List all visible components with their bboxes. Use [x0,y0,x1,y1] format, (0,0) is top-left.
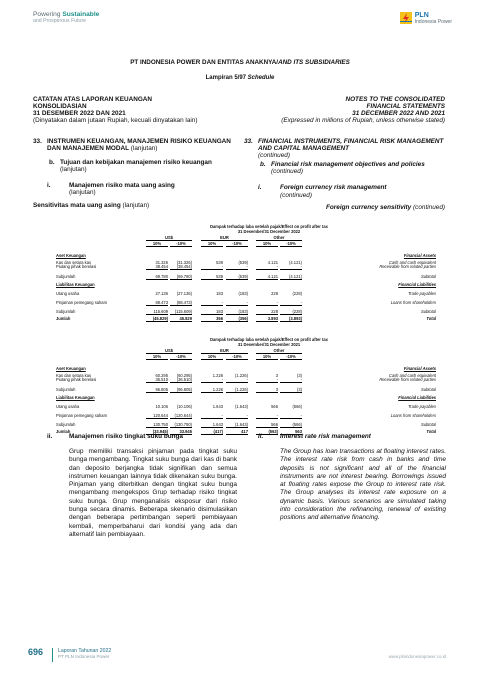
section-33-en [244,138,445,211]
interest-body-id: Grup memiliki transaksi pinjaman pada tingkat suku bunga mengambang. Tingkat suku bunga dari kas di bank dan deposito berjangka tidak signifikan dan semua instrumen keuangan lainnya tidak dikenakan suku bunga. Pinjaman yang diterbitkan dengan tingkat suku bunga mengambang mengekspos Grup terhadap risiko tingkat suku bunga. Grup menganalisis eksposur dari risiko bunga secara dinamis. Beberapa skenario disimulasikan dengan beberapa pertimbangan seperti pembiayaan kembali, memperbaharui dari kondisi yang ada dan alternatif lain pembiayaan. [69,448,237,538]
row-label-en: Subtotal [420,309,436,314]
tagline-prefix: Powering [33,11,63,18]
row-label-en: Cash and cash equivalent [388,373,436,378]
table-caption: Dampak terhadap laba setelah pajak/Effect on profit after tax [210,224,328,229]
company-title-id: PT INDONESIA POWER DAN ENTITAS ANAKNYA/ [130,59,279,66]
interest-title-en: Interest rate risk management [280,433,371,440]
brand-tagline [33,11,99,26]
cell-value: (120.644) [170,413,192,419]
cell-value: (356) [226,316,248,322]
cell-value: (539) [226,274,248,280]
sensitivity-table-2022 [56,225,436,335]
notes-heading-en-l2: FINANCIAL STATEMENTS [366,103,445,111]
notes-heading-id-l3: 31 DESEMBER 2022 DAN 2021 [33,110,126,118]
cell-value: 115.609 [146,309,168,315]
cell-value: 1.226 [201,387,223,393]
cell-value: 88.473 [146,300,168,306]
table-row [56,282,436,287]
notes-heading-id [33,96,238,124]
interest-number-en: ii. [258,433,264,440]
footer-url: www.plnindonesiapower.co.id [388,654,446,659]
row-label: Aset Keuangan [56,253,86,258]
schedule-en: Schedule [247,75,275,81]
currency-group-header: EUR [201,348,248,354]
row-label-en: Total [426,316,436,321]
cell-value: (417) [201,429,223,435]
section-title-en: FINANCIAL INSTRUMENTS, FINANCIAL RISK MANAGEMENT AND CAPITAL MANAGEMENT [258,138,444,153]
cell-value: 183 [201,309,223,315]
cell-value: 69.780 [146,274,168,280]
cell-value: 33.945 [170,429,192,435]
cell-value: - [226,413,248,419]
cell-value: 228 [256,309,278,315]
table-row [56,274,436,279]
cell-value: (45.829) [146,316,168,322]
cell-value: (88.473) [170,300,192,306]
currency-group-header: US$ [146,235,192,241]
cell-value: (563) [256,429,278,435]
table-caption-date: 31 Desember/31 December 2021 [237,341,301,347]
notes-heading-id-l2: KONSOLIDASIAN [33,103,87,111]
table-row [56,395,436,400]
subsection-i-number: i. [47,182,51,190]
row-label: Jumlah [56,429,71,434]
row-label-en: Loans from shareholders [390,413,436,418]
cell-value: 120.644 [146,413,168,419]
cell-value: (38.454) [170,264,192,270]
row-label: Aset Keuangan [56,366,86,371]
section-number-en: 33. [244,138,253,145]
cell-value: 563 [280,429,302,435]
row-label: Piutang pihak berelasi [56,264,97,270]
table-row [56,260,436,270]
table-row [56,366,436,371]
table-row [56,413,436,418]
notes-heading-en-l3: 31 DECEMBER 2022 AND 2021 [352,110,445,118]
subsection-i-title: Manajemen risiko mata uang asing [69,182,175,190]
percent-header: -10% [226,241,248,247]
footer-report [58,648,111,660]
row-label-en: Subtotal [420,274,436,279]
cell-value: - [280,377,302,383]
cell-value: - [201,300,223,306]
cell-value: (4.121) [280,274,302,280]
currency-group-header: EUR [201,235,248,241]
subsection-b-cont: (lanjutan) [60,166,87,174]
currency-group-header: US$ [146,348,192,354]
cell-value: - [280,300,302,306]
cell-value: (183) [238,291,248,296]
cell-value: 1.643 [201,422,223,428]
cell-value: 183 [216,291,223,296]
percent-header: 10% [256,354,278,360]
row-label: Subjumlah [56,309,76,314]
cell-value: - [280,413,302,419]
cell-value: (115.609) [170,309,192,315]
row-label-en: Total [426,429,436,434]
section-cont-en: (continued) [258,152,290,160]
subsection-b-title: Tujuan dan kebijakan manajemen risiko keuangan [60,159,212,167]
row-label: Liabilitas Keuangan [56,395,95,400]
tagline-bold: Sustainable [62,11,100,18]
cell-value: 60.295 [155,373,168,378]
row-label-en: Receivable from related parties [379,264,436,270]
sensitivity-cont-en: (continued) [411,203,445,211]
row-label: Liabilitas Keuangan [56,282,95,287]
sensitivity-cont: (lanjutan) [120,201,150,209]
percent-header: -10% [226,354,248,360]
notes-heading-id-l1: CATATAN ATAS LAPORAN KEUANGAN [33,96,153,103]
percent-header: 10% [146,354,168,360]
cell-value: 3 [256,387,278,393]
cell-value: 1.643 [212,404,223,409]
cell-value: 38.454 [146,264,168,270]
cell-value: (1.643) [226,422,248,428]
logo-text: PLN [414,11,429,19]
cell-value: - [256,300,278,306]
cell-value: 31.326 [155,260,168,265]
subsection-i-cont-en: (continued) [280,191,312,199]
company-logo [399,11,452,25]
subsection-b-title-en: Financial risk management objectives and policies [271,161,425,169]
percent-header: 10% [146,241,168,247]
cell-value: 228 [271,291,278,296]
subsection-b-number-en: b. [260,161,266,169]
cell-value: (31.326) [176,260,192,265]
pln-logo-icon [399,11,413,25]
cell-value: (566) [292,404,302,409]
cell-value: (33.945) [146,429,168,435]
table-caption-date: 31 Desember/31 December 2022 [237,228,301,234]
cell-value: - [256,377,278,383]
footer-company: PT PLN Indonesia Power [58,654,110,659]
subsection-i-title-en: Foreign currency risk management [280,184,387,192]
subsection-i-number-en: i. [258,184,262,192]
percent-header: 10% [256,241,278,247]
cell-value: 1.226 [212,373,223,378]
cell-value: - [201,413,223,419]
cell-value: 539 [201,274,223,280]
interest-body-en: The Group has loan transactions at floating interest rates. The interest rate risk from cash in banks and time deposits is not significant and all of the financial instruments are not interest bearing. Borrowings issued at floating rates expose the Group to interest rate risk. The Group analyses its interest rate exposure on a dynamic basis. Various scenarios are simulated taking into consideration the refinancing, renewal of existing positions and alternative financing. [280,448,446,522]
row-label-en: Financial Assets [403,253,436,258]
table-row [56,291,436,296]
notes-heading-en [244,96,445,124]
footer-report-title: Laporan Tahunan 2022 [58,648,112,654]
cell-value: - [226,264,248,270]
cell-value: 4.121 [267,260,278,265]
subsection-b-cont-en: (continued) [271,168,303,176]
cell-value: - [280,264,302,270]
row-label: Pinjaman pemegang saham [56,300,107,305]
cell-value: 36.510 [146,377,168,383]
cell-value: - [256,264,278,270]
table-row [56,316,436,321]
percent-header: -10% [280,354,302,360]
company-title [0,59,480,66]
row-label-en: Financial Liabilities [398,282,436,287]
row-label: Subjumlah [56,274,76,279]
cell-value: 356 [201,316,223,322]
table-row [56,373,436,383]
cell-value: (130.750) [170,422,192,428]
page-number: 696 [28,647,44,657]
cell-value: (228) [280,309,302,315]
cell-value: (4.121) [289,260,302,265]
cell-value: (3) [280,387,302,393]
percent-header: -10% [280,241,302,247]
interest-rate-id [33,433,238,440]
footer-divider [52,648,53,662]
cell-value: 45.829 [170,316,192,322]
cell-value: (36.510) [170,377,192,383]
row-label-en: Subtotal [420,422,436,427]
cell-value: (1.643) [235,404,248,409]
cell-value: (60.295) [176,373,192,378]
interest-rate-en [244,433,445,440]
schedule-title [0,75,480,81]
cell-value: - [226,377,248,383]
cell-value: 130.750 [146,422,168,428]
schedule-id: Lampiran 5/97 [205,75,248,81]
cell-value: - [201,377,223,383]
cell-value: (1.226) [235,373,248,378]
table-row [56,253,436,258]
row-label: Utang usaha [56,404,80,409]
cell-value: - [201,264,223,270]
cell-value: - [226,300,248,306]
subsection-b-number: b. [49,159,55,167]
cell-value: - [256,413,278,419]
cell-value: 4.121 [256,274,278,280]
cell-value: (1.226) [226,387,248,393]
percent-header: 10% [201,241,223,247]
sensitivity-table-2021 [56,338,436,448]
company-title-en: AND ITS SUBSIDIARIES [278,59,350,66]
section-title: INSTRUMEN KEUANGAN, MANAJEMEN RISIKO KEUANGAN DAN MANAJEMEN MODAL [47,138,231,153]
cell-value: (96.805) [170,387,192,393]
notes-heading-id-l4: (Dinyatakan dalam jutaan Rupiah, kecuali dinyatakan lain) [33,117,198,125]
section-cont: (lanjutan) [129,145,158,153]
row-label: Pinjaman pemegang saham [56,413,107,418]
row-label-en: Loans from shareholders [390,300,436,305]
table-caption: Dampak terhadap laba setelah pajak/Effect on profit after tax [210,337,328,342]
percent-header: -10% [170,354,192,360]
cell-value: 566 [256,422,278,428]
table-row [56,387,436,392]
row-label: Subjumlah [56,387,76,392]
sensitivity-title-en: Foreign currency sensitivity [326,203,412,211]
row-label-en: Financial Assets [403,366,436,371]
notes-heading-en-l4: (Expressed in millions of Rupiah, unless otherwise stated) [281,117,445,125]
section-33-id [33,138,238,209]
table-row [56,300,436,305]
cell-value: 96.805 [146,387,168,393]
cell-value: (539) [238,260,248,265]
row-label: Utang usaha [56,291,80,296]
cell-value: (3.893) [280,316,302,322]
cell-value: 417 [226,429,248,435]
percent-header: -10% [170,241,192,247]
interest-title: Manajemen risiko tingkat suku bunga [69,433,183,440]
cell-value: (183) [226,309,248,315]
subsection-i-cont: (lanjutan) [69,189,96,197]
section-number: 33. [33,138,42,145]
row-label: Kas dan setara kas [56,260,92,265]
interest-number: ii. [47,433,53,440]
table-row [56,422,436,427]
cell-value: (27.136) [176,291,192,296]
cell-value: 27.136 [155,291,168,296]
percent-header: 10% [201,354,223,360]
notes-heading-en-l1: NOTES TO THE CONSOLIDATED [345,96,445,103]
table-row [56,309,436,314]
tagline-line2: and Prosperous Future [33,18,87,25]
cell-value: 539 [216,260,223,265]
table-row [56,404,436,409]
row-label-en: Trade payables [408,404,436,409]
row-label-en: Trade payables [408,291,436,296]
cell-value: (228) [292,291,302,296]
sensitivity-title: Sensitivitas mata uang asing [33,201,121,209]
cell-value: (3) [296,373,302,378]
cell-value: 3.893 [256,316,278,322]
cell-value: 566 [271,404,278,409]
cell-value: (566) [280,422,302,428]
cell-value: 10.106 [155,404,168,409]
page-footer [0,646,480,666]
row-label: Jumlah [56,316,71,321]
currency-group-header: Other [256,348,302,354]
cell-value: 3 [275,373,278,378]
row-label-en: Receivable from related parties [379,377,436,383]
row-label: Kas dan setara kas [56,373,92,378]
row-label-en: Financial Liabilities [398,395,436,400]
cell-value: (69.780) [170,274,192,280]
row-label: Piutang pihak berelasi [56,377,97,383]
row-label-en: Cash and cash equivalent [388,260,436,265]
logo-subtext: Indonesia Power [414,18,452,25]
cell-value: (10.106) [176,404,192,409]
currency-group-header: Other [256,235,302,241]
row-label-en: Subtotal [420,387,436,392]
row-label: Subjumlah [56,422,76,427]
